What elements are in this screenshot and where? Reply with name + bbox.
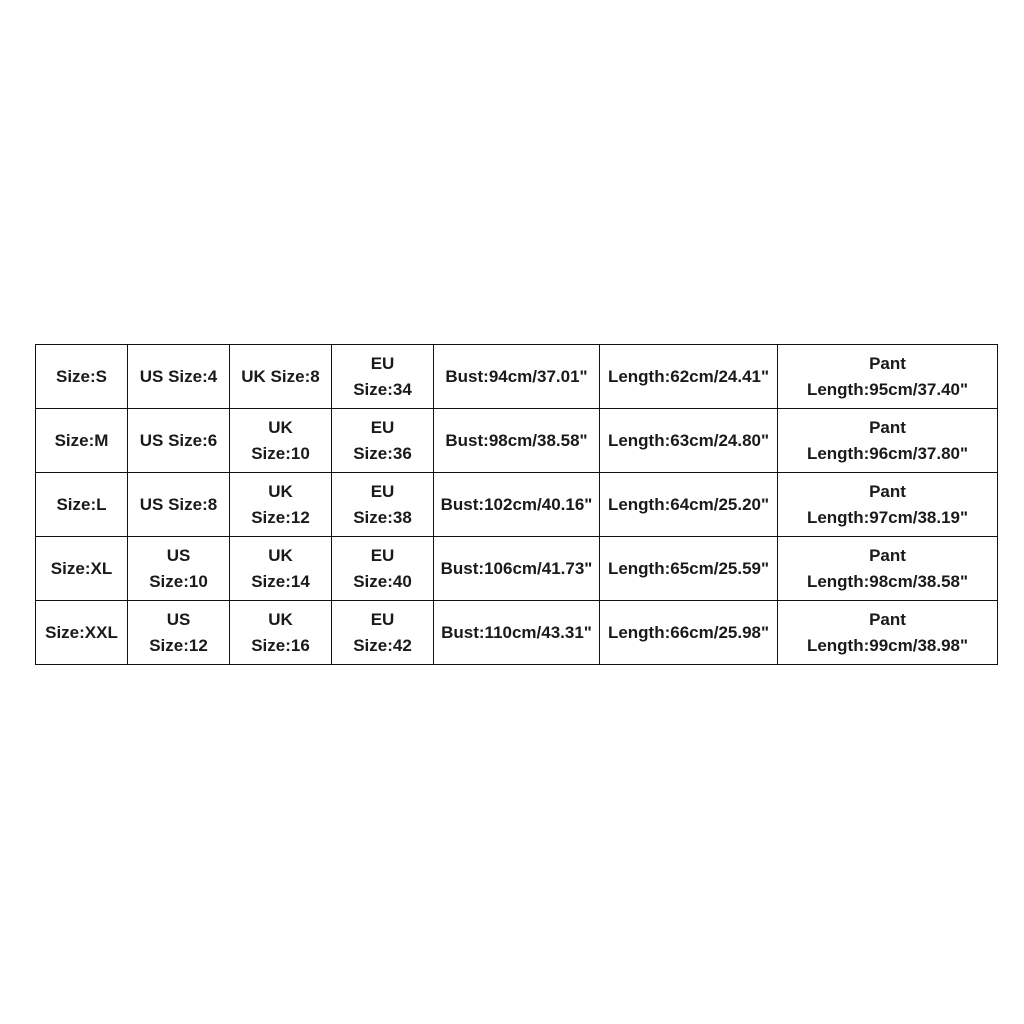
us-size-cell: US Size:12 (128, 601, 230, 665)
table-row (36, 601, 998, 665)
eu-size-cell: EU Size:34 (332, 345, 434, 409)
uk-size-cell: UK Size:16 (230, 601, 332, 665)
eu-size-cell: EU Size:38 (332, 473, 434, 537)
bust-cell: Bust:110cm/43.31" (434, 601, 600, 665)
bust-cell: Bust:98cm/38.58" (434, 409, 600, 473)
size-cell: Size:M (36, 409, 128, 473)
table-row (36, 409, 998, 473)
table-row (36, 345, 998, 409)
pant-length-cell: Pant Length:96cm/37.80" (778, 409, 998, 473)
pant-length-cell: Pant Length:98cm/38.58" (778, 537, 998, 601)
length-cell: Length:63cm/24.80" (600, 409, 778, 473)
uk-size-cell: UK Size:14 (230, 537, 332, 601)
pant-length-cell: Pant Length:95cm/37.40" (778, 345, 998, 409)
table-row (36, 537, 998, 601)
table-row (36, 473, 998, 537)
uk-size-cell: UK Size:12 (230, 473, 332, 537)
length-cell: Length:62cm/24.41" (600, 345, 778, 409)
length-cell: Length:65cm/25.59" (600, 537, 778, 601)
bust-cell: Bust:94cm/37.01" (434, 345, 600, 409)
us-size-cell: US Size:6 (128, 409, 230, 473)
uk-size-cell: UK Size:10 (230, 409, 332, 473)
size-cell: Size:XL (36, 537, 128, 601)
uk-size-cell: UK Size:8 (230, 345, 332, 409)
length-cell: Length:64cm/25.20" (600, 473, 778, 537)
size-cell: Size:S (36, 345, 128, 409)
eu-size-cell: EU Size:36 (332, 409, 434, 473)
pant-length-cell: Pant Length:97cm/38.19" (778, 473, 998, 537)
length-cell: Length:66cm/25.98" (600, 601, 778, 665)
pant-length-cell: Pant Length:99cm/38.98" (778, 601, 998, 665)
us-size-cell: US Size:8 (128, 473, 230, 537)
size-chart-table (35, 344, 998, 665)
bust-cell: Bust:102cm/40.16" (434, 473, 600, 537)
bust-cell: Bust:106cm/41.73" (434, 537, 600, 601)
size-cell: Size:L (36, 473, 128, 537)
eu-size-cell: EU Size:42 (332, 601, 434, 665)
us-size-cell: US Size:10 (128, 537, 230, 601)
size-cell: Size:XXL (36, 601, 128, 665)
us-size-cell: US Size:4 (128, 345, 230, 409)
eu-size-cell: EU Size:40 (332, 537, 434, 601)
